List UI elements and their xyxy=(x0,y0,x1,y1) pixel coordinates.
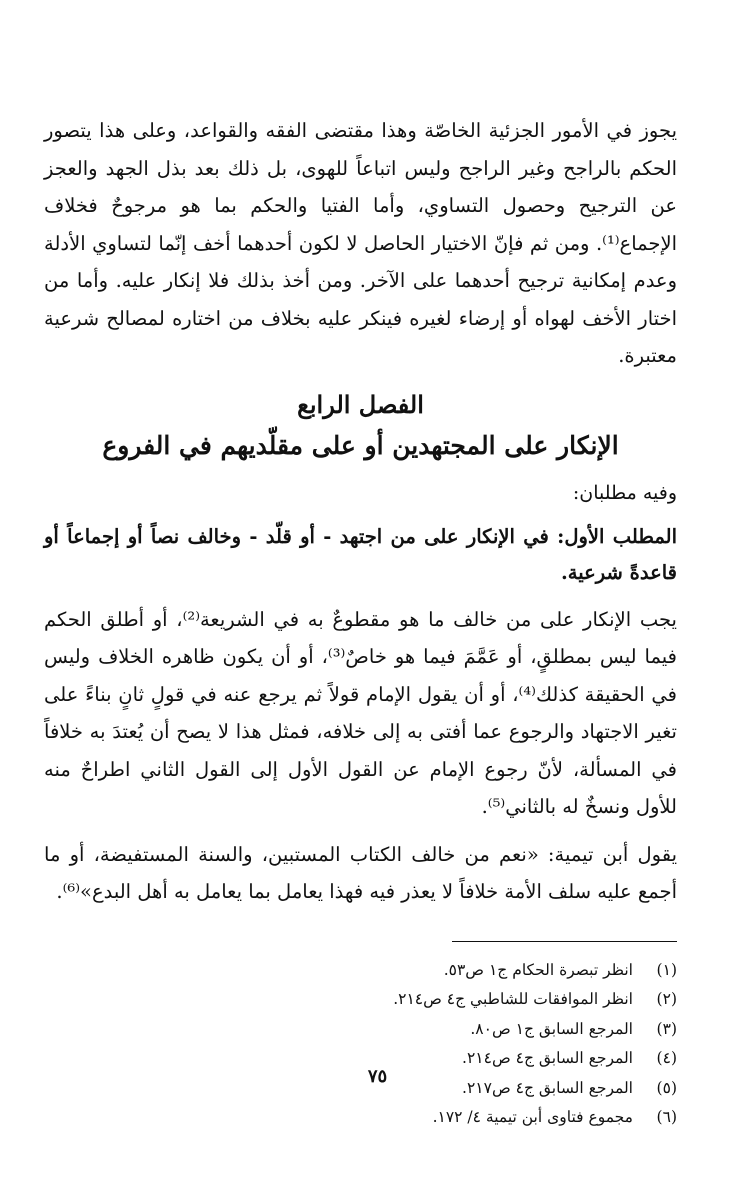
footnote-text: مجموع فتاوى أبن تيمية ٤/ ١٧٢. xyxy=(432,1108,633,1126)
chapter-subtitle: الإنكار على المجتهدين أو على مقلّديهم في الفروع xyxy=(102,430,619,460)
paragraph-body-1: يجب الإنكار على من خالف ما هو مقطوعٌ به في الشريعة⁽²⁾، أو أطلق الحكم فيما ليس بمطلقٍ، أو عَمَّمَ فيما هو خاصٌ⁽³⁾، أو أن يكون ظاهره الخلاف وليس في الحقيقة كذلك⁽⁴⁾، أو أن يقول الإمام قولاً ثم يرجع عنه في قولٍ ثانٍ بناءً على تغير الاجتهاد والرجوع عما أفتى به إلى خلافه، فمثل هذا لا يصح أن يُعتدَ به خلافاً في المسألة، لأنّ رجوع الإمام عن القول الأول إلى القول الثاني اطراحٌ منه للأول ونسخٌ له بالثاني⁽⁵⁾. xyxy=(44,607,677,818)
chapter-intro: وفيه مطلبان: xyxy=(572,481,677,504)
paragraph-body-2: يقول أبن تيمية: «نعم من خالف الكتاب المستبين، والسنة المستفيضة، أو ما أجمع عليه سلف الأمة خلافاً لا يعذر فيه فهذا يعامل بما يعامل به أهل البدع»⁽⁶⁾. xyxy=(44,842,678,903)
paragraph-opening: يجوز في الأمور الجزئية الخاصّة وهذا مقتضى الفقه والقواعد، وعلى هذا يتصور الحكم بالراجح وغير الراجح وليس اتباعاً للهوى، بل ذلك بعد بذل الجهد والعجز عن الترجيح وحصول التساوي، وأما الفتيا والحكم بما هو مرجوحٌ فخلاف الإجماع⁽¹⁾. ومن ثم فإنّ الاختيار الحاصل لا لكون أحدهما أخف إنّما لتساوي الأدلة وعدم إمكانية ترجيح أحدهما على الآخر. ومن أخذ بذلك فلا إنكار عليه. وأما من اختار الأخف لهواه أو إرضاء لغيره فينكر عليه بخلاف من اختاره لمصالح شرعية معتبرة. xyxy=(44,119,677,367)
footnote-number: (٤) xyxy=(656,1049,677,1067)
footnote-number: (٦) xyxy=(656,1108,677,1126)
footnote-text: انظر تبصرة الحكام ج١ ص٥٣. xyxy=(443,960,633,979)
footnote-number: (٣) xyxy=(656,1019,677,1038)
footnote-text: المرجع السابق ج٤ ص٢١٧. xyxy=(462,1078,633,1097)
footnote-item xyxy=(44,1015,677,1045)
footnote-list xyxy=(44,956,677,1133)
footnote-item xyxy=(44,985,677,1015)
footnote-number: (٢) xyxy=(656,990,677,1008)
footnote-text: انظر الموافقات للشاطبي ج٤ ص٢١٤. xyxy=(393,990,633,1008)
footnote-number: (٥) xyxy=(656,1078,677,1097)
section-heading: المطلب الأول: في الإنكار على من اجتهد - أو قلّد - وخالف نصاً أو إجماعاً أو قاعدةً شرعية. xyxy=(44,524,677,584)
footnote-separator xyxy=(452,941,677,942)
chapter-title: الفصل الرابع xyxy=(297,389,424,419)
footnote-number: (١) xyxy=(656,960,677,979)
footnote-text: المرجع السابق ج٤ ص٢١٤. xyxy=(462,1049,633,1067)
footnote-item xyxy=(44,1103,677,1133)
page-number: ٧٥ xyxy=(367,1066,388,1087)
footnote-item xyxy=(44,956,677,986)
footnote-text: المرجع السابق ج١ ص٨٠. xyxy=(470,1019,633,1038)
